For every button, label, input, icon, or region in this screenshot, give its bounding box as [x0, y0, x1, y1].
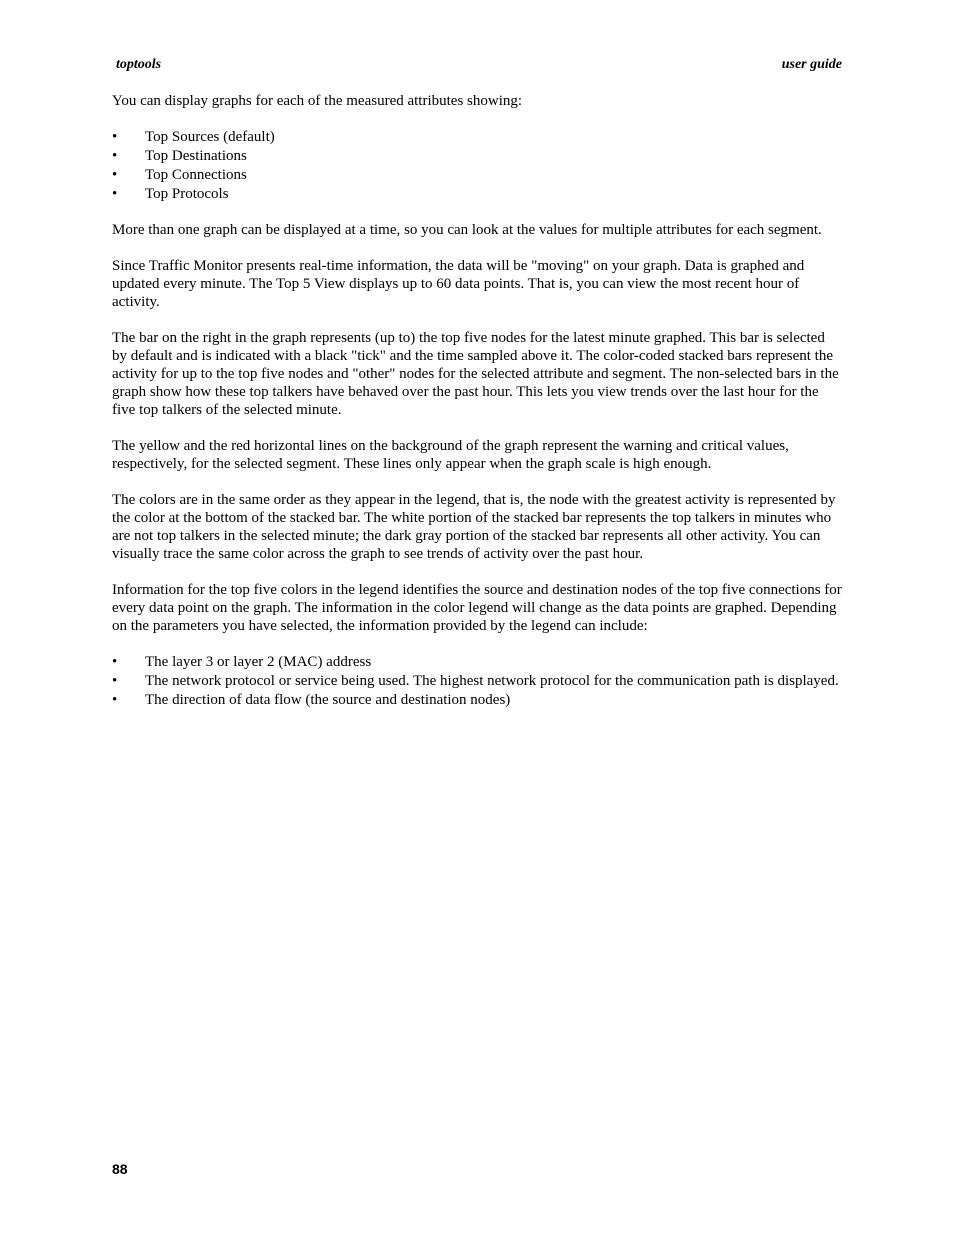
paragraph-bar-right: The bar on the right in the graph represents (up to) the top five nodes for the latest minute graphed. This bar is selected by default and is indicated with a black "tick" and the time sampled above it. The color-coded stacked bars represent the activity for up to the top five nodes and "other" nodes for the selected attribute and segment. The non-selected bars in the graph show how these top talkers have behaved over the past hour. This lets you view trends over the last hour for the five top talkers of the selected minute. [112, 330, 839, 418]
list-item: • The network protocol or service being used. The highest network protocol for the communication path is displayed. [112, 672, 842, 690]
list-item: • The layer 3 or layer 2 (MAC) address [112, 653, 842, 671]
list-item: • Top Connections [112, 166, 842, 184]
list-item: • Top Protocols [112, 185, 842, 203]
attribute-list [112, 128, 842, 203]
paragraph-colors: The colors are in the same order as they appear in the legend, that is, the node with the greatest activity is represented by the color at the bottom of the stacked bar. The white portion of the stacked bar represents the top talkers in minutes who are not top talkers in the selected minute; the dark gray portion of the stacked bar represents all other activity. You can visually trace the same color across the graph to see trends of activity over the past hour. [112, 492, 836, 562]
intro-paragraph: You can display graphs for each of the measured attributes showing: [112, 93, 523, 109]
paragraph-horizontal-lines: The yellow and the red horizontal lines on the background of the graph represent the warning and critical values, respectively, for the selected segment. These lines only appear when the graph scale is high enough. [112, 438, 789, 472]
body-content [112, 92, 842, 727]
header-title: toptools [116, 57, 162, 72]
paragraph-real-time: Since Traffic Monitor presents real-time information, the data will be "moving" on your graph. Data is graphed and updated every minute. The Top 5 View displays up to 60 data points. That is, you can view the most recent hour of activity. [112, 258, 805, 310]
header-section: user guide [781, 57, 842, 72]
list-item: • Top Destinations [112, 147, 842, 165]
document-page [112, 0, 842, 1235]
legend-info-list [112, 653, 842, 709]
paragraph-multiple-graphs: More than one graph can be displayed at a time, so you can look at the values for multiple attributes for each segment. [112, 222, 822, 238]
page-number: 88 [112, 1161, 128, 1177]
running-header [112, 57, 842, 77]
paragraph-legend-info: Information for the top five colors in the legend identifies the source and destination nodes of the top five connections for every data point on the graph. The information in the color legend will change as the data points are graphed. Depending on the parameters you have selected, the information provided by the legend can include: [112, 582, 842, 634]
list-item: • The direction of data flow (the source and destination nodes) [112, 691, 842, 709]
list-item: • Top Sources (default) [112, 128, 842, 146]
